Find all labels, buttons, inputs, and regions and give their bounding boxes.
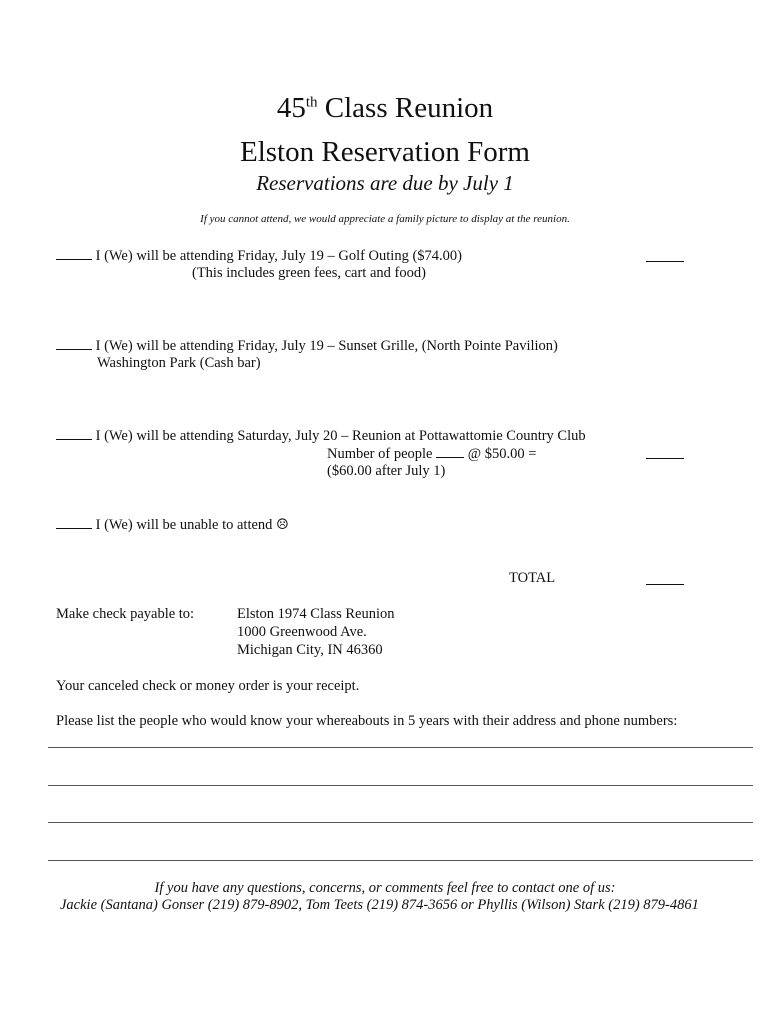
golf-amount-blank[interactable] bbox=[646, 260, 684, 262]
reunion-amount-blank[interactable] bbox=[646, 457, 684, 459]
whereabouts-line-2[interactable] bbox=[48, 785, 753, 786]
sunset-option bbox=[56, 337, 558, 355]
sunset-option-detail: Washington Park (Cash bar) bbox=[97, 355, 261, 371]
payable-label: Make check payable to: bbox=[56, 606, 195, 622]
reunion-checkbox-blank[interactable] bbox=[56, 427, 92, 440]
picture-note: If you cannot attend, we would appreciate a family picture to display at the reunion. bbox=[200, 213, 570, 225]
receipt-note: Your canceled check or money order is your receipt. bbox=[56, 678, 360, 694]
whereabouts-line-1[interactable] bbox=[48, 747, 753, 748]
contact-intro: If you have any questions, concerns, or comments feel free to contact one of us: bbox=[154, 880, 616, 896]
people-label: Number of people bbox=[327, 446, 433, 462]
form-title bbox=[0, 92, 770, 125]
whereabouts-line-3[interactable] bbox=[48, 822, 753, 823]
sunset-option-text: I (We) will be attending Friday, July 19 – Sunset Grille, (North Pointe Pavilion) bbox=[95, 338, 558, 354]
unable-option bbox=[56, 516, 289, 534]
whereabouts-prompt: Please list the people who would know your whereabouts in 5 years with their address and phone numbers: bbox=[56, 713, 678, 729]
golf-option-detail: (This includes green fees, cart and food) bbox=[192, 265, 426, 281]
contact-names: Jackie (Santana) Gonser (219) 879-8902, Tom Teets (219) 874-3656 or Phyllis (Wilson) Stark (219) 879-4861 bbox=[60, 897, 699, 913]
sunset-checkbox-blank[interactable] bbox=[56, 337, 92, 350]
title-rest: Class Reunion bbox=[317, 92, 494, 124]
golf-option bbox=[56, 247, 462, 265]
total-amount-blank[interactable] bbox=[646, 583, 684, 585]
form-subtitle: Elston Reservation Form bbox=[240, 136, 530, 168]
unable-checkbox-blank[interactable] bbox=[56, 516, 92, 529]
reunion-price: @ $50.00 = bbox=[467, 446, 537, 462]
payable-line-3: Michigan City, IN 46360 bbox=[237, 642, 383, 658]
due-date-notice: Reservations are due by July 1 bbox=[256, 171, 514, 195]
payable-line-2: 1000 Greenwood Ave. bbox=[237, 624, 367, 640]
reunion-option-text: I (We) will be attending Saturday, July 20 – Reunion at Pottawattomie Country Club bbox=[95, 428, 586, 444]
title-superscript: th bbox=[305, 94, 318, 111]
reunion-late-price: ($60.00 after July 1) bbox=[327, 463, 446, 479]
people-count-blank[interactable] bbox=[436, 445, 464, 458]
total-label: TOTAL bbox=[509, 570, 556, 586]
reunion-people-line bbox=[327, 445, 536, 463]
golf-checkbox-blank[interactable] bbox=[56, 247, 92, 260]
golf-option-text: I (We) will be attending Friday, July 19 – Golf Outing ($74.00) bbox=[95, 248, 462, 264]
unable-option-text: I (We) will be unable to attend ☹ bbox=[95, 517, 290, 533]
payable-line-1: Elston 1974 Class Reunion bbox=[237, 606, 395, 622]
reunion-option bbox=[56, 427, 586, 445]
title-number: 45 bbox=[276, 92, 306, 124]
whereabouts-line-4[interactable] bbox=[48, 860, 753, 861]
